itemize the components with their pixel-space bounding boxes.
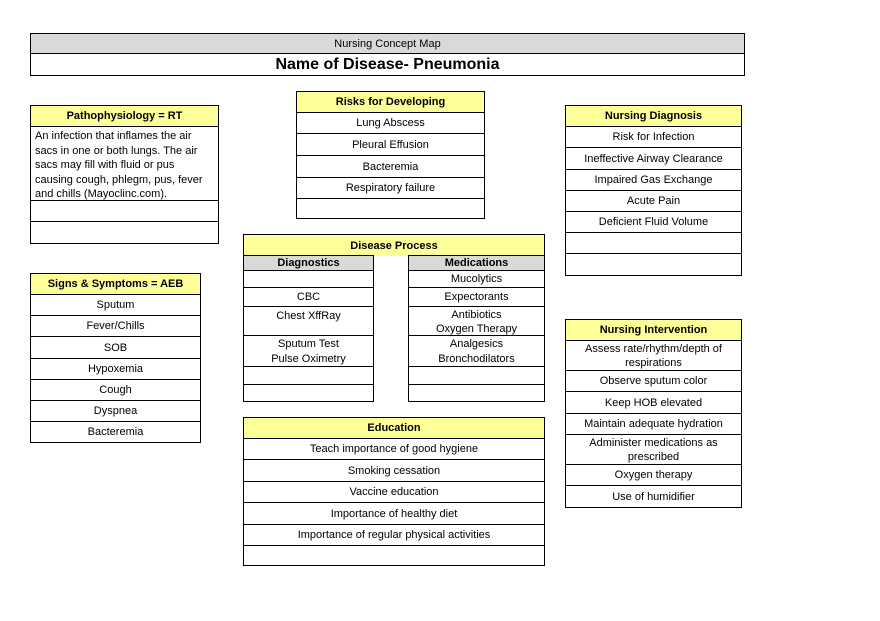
medication-item: Oxygen Therapy [409, 322, 544, 336]
education-box [243, 417, 545, 566]
intervention-item: Keep HOB elevated [566, 392, 741, 414]
diagnostic-item: Sputum Test [278, 337, 339, 350]
diagnostic-item: Chest XffRay [244, 307, 373, 336]
nursing-diagnosis-box [565, 105, 742, 276]
diagnostic-item [244, 367, 373, 385]
diagnosis-item: Ineffective Airway Clearance [566, 148, 741, 170]
disease-process-box [243, 234, 545, 256]
education-item: Teach importance of good hygiene [244, 439, 544, 460]
medications-header: Medications [409, 256, 544, 271]
diagnostics-header: Diagnostics [244, 256, 373, 271]
diagnostic-item [244, 271, 373, 288]
medication-item: Expectorants [409, 288, 544, 307]
education-item: Importance of healthy diet [244, 503, 544, 525]
diagnostic-item [244, 385, 373, 401]
disease-name: Name of Disease- Pneumonia [275, 56, 500, 73]
symptom-item: Dyspnea [31, 401, 200, 422]
medication-item [409, 385, 544, 401]
diagnosis-item: Risk for Infection [566, 127, 741, 148]
intervention-item: Assess rate/rhythm/depth of respirations [566, 341, 741, 371]
diagnostics-column [243, 255, 374, 402]
diagnosis-item: Impaired Gas Exchange [566, 170, 741, 191]
pathophysiology-text: An infection that inflames the air sacs in one or both lungs. The air sacs may fill with fluid or pus causing cough, phlegm, pus, fever and chills (Mayoclinc.com). [31, 127, 218, 201]
signs-symptoms-header: Signs & Symptoms = AEB [31, 274, 200, 295]
risks-box [296, 91, 485, 219]
diagnostic-item: Pulse Oximetry [244, 351, 373, 367]
education-item: Importance of regular physical activities [244, 525, 544, 546]
symptom-item: Fever/Chills [31, 316, 200, 337]
pathophysiology-header: Pathophysiology = RT [31, 106, 218, 127]
symptom-item: Sputum [31, 295, 200, 316]
intervention-item: Oxygen therapy [566, 465, 741, 486]
diagnostic-item: CBC [244, 288, 373, 307]
concept-map-heading: Nursing Concept Map [31, 34, 744, 54]
diagnosis-item [566, 254, 741, 275]
symptom-item: Hypoxemia [31, 359, 200, 380]
risk-item: Respiratory failure [297, 178, 484, 199]
medications-column [408, 255, 545, 402]
education-item [244, 546, 544, 565]
education-item: Smoking cessation [244, 460, 544, 482]
education-header: Education [244, 418, 544, 439]
nursing-diagnosis-header: Nursing Diagnosis [566, 106, 741, 127]
symptom-item: Cough [31, 380, 200, 401]
disease-process-header: Disease Process [244, 235, 544, 256]
risks-header: Risks for Developing [297, 92, 484, 113]
risk-item: Pleural Effusion [297, 134, 484, 156]
pathophysiology-box [30, 105, 219, 244]
nursing-intervention-header: Nursing Intervention [566, 320, 741, 341]
diagnosis-item [566, 233, 741, 254]
pathophysiology-blank-row [31, 201, 218, 222]
symptom-item: SOB [31, 337, 200, 359]
risk-item: Bacteremia [297, 156, 484, 178]
signs-symptoms-box [30, 273, 201, 443]
intervention-item: Administer medications as prescribed [566, 435, 741, 465]
diagnosis-item: Acute Pain [566, 191, 741, 212]
intervention-item: Observe sputum color [566, 371, 741, 392]
risk-item [297, 199, 484, 218]
intervention-item: Use of humidifier [612, 490, 695, 503]
diagnosis-item: Deficient Fluid Volume [566, 212, 741, 233]
education-item: Vaccine education [244, 482, 544, 503]
medication-item [409, 367, 544, 385]
medication-item: Antibiotics [451, 308, 502, 321]
medication-item: Analgesics [449, 337, 504, 350]
medication-item: Bronchodilators [409, 351, 544, 367]
nursing-intervention-box [565, 319, 742, 508]
intervention-item: Maintain adequate hydration [566, 414, 741, 435]
risk-item: Lung Abscess [297, 113, 484, 134]
symptom-item: Bacteremia [87, 426, 144, 438]
medication-item: Mucolytics [409, 271, 544, 288]
title-block [30, 33, 745, 76]
pathophysiology-blank-row [31, 222, 218, 243]
